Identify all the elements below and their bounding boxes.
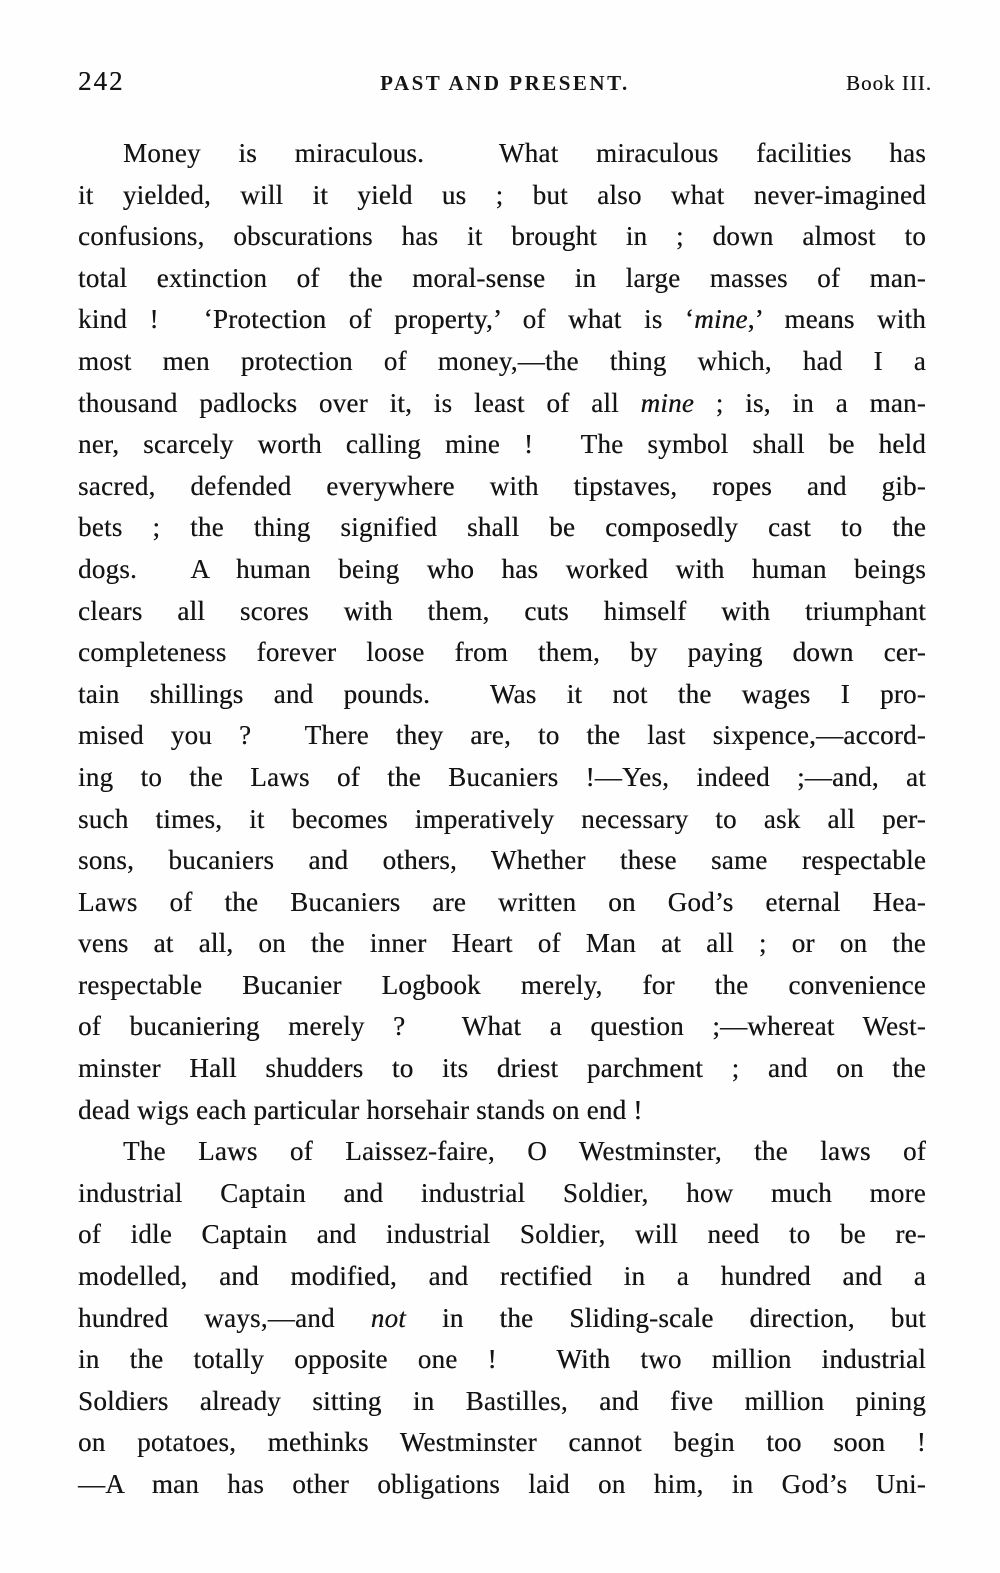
text-line: industrial Captain and industrial Soldier, how much more	[78, 1177, 926, 1208]
text-line: of bucaniering merely ? What a question ;—whereat West-	[78, 1011, 926, 1042]
text-line: tain shillings and pounds. Was it not the wages I pro-	[78, 678, 926, 709]
text-line: in the totally opposite one ! With two million industrial	[78, 1344, 926, 1375]
text-line: modelled, and modified, and rectified in a hundred and a	[78, 1261, 926, 1292]
text-line: sacred, defended everywhere with tipstaves, ropes and gib-	[78, 470, 926, 501]
text-line: —A man has other obligations laid on him, in God’s Uni-	[78, 1469, 926, 1499]
text-line	[78, 299, 926, 341]
text-segment: thousand padlocks over it, is least of all	[78, 387, 641, 418]
text-line: of idle Captain and industrial Soldier, will need to be re-	[78, 1219, 926, 1250]
text-line: such times, it becomes imperatively necessary to ask all per-	[78, 803, 926, 834]
italic-word: mine	[694, 304, 748, 335]
text-line: The Laws of Laissez-faire, O Westminster, the laws of	[123, 1136, 926, 1167]
text-line: on potatoes, methinks Westminster cannot begin too soon !	[78, 1427, 926, 1458]
page-header	[78, 66, 932, 97]
text-line: it yielded, will it yield us ; but also what never-imagined	[78, 179, 926, 210]
italic-word: mine	[640, 387, 695, 418]
page-body	[78, 133, 926, 1506]
book-label: Book III.	[846, 71, 932, 95]
text-line: dead wigs each particular horsehair stands on end !	[78, 1094, 643, 1125]
text-line: mised you ? There they are, to the last sixpence,—accord-	[78, 720, 926, 751]
text-line: dogs. A human being who has worked with human beings	[78, 553, 926, 584]
text-line: Soldiers already sitting in Bastilles, and five million pining	[78, 1385, 926, 1416]
page-number: 242	[78, 66, 125, 96]
text-line: Money is miraculous. What miraculous facilities has	[123, 138, 926, 168]
text-line: completeness forever loose from them, by paying down cer-	[78, 637, 926, 668]
text-segment: hundred ways,—and	[78, 1302, 371, 1333]
text-line: ing to the Laws of the Bucaniers !—Yes, indeed ;—and, at	[78, 761, 926, 792]
text-line: total extinction of the moral-sense in large masses of man-	[78, 262, 926, 293]
text-line: ner, scarcely worth calling mine ! The symbol shall be held	[78, 429, 926, 460]
text-line: sons, bucaniers and others, Whether these same respectable	[78, 845, 926, 876]
text-line: minster Hall shudders to its driest parchment ; and on the	[78, 1053, 926, 1084]
paragraph-2	[78, 1131, 926, 1505]
text-line	[78, 1298, 926, 1340]
text-line: most men protection of money,—the thing which, had I a	[78, 345, 926, 376]
text-segment: in the Sliding-scale direction, but	[406, 1302, 926, 1333]
text-line: clears all scores with them, cuts himself with triumphant	[78, 595, 926, 626]
text-segment: ,’ means with	[747, 304, 926, 335]
text-line	[78, 383, 926, 425]
text-line: respectable Bucanier Logbook merely, for the convenience	[78, 969, 926, 1000]
text-line: confusions, obscurations has it brought in ; down almost to	[78, 221, 926, 252]
italic-word: not	[370, 1302, 406, 1333]
text-line: Laws of the Bucaniers are written on God’s eternal Hea-	[78, 886, 926, 917]
running-title: PAST AND PRESENT.	[380, 71, 630, 95]
paragraph-1	[78, 133, 926, 1131]
text-segment: kind ! ‘Protection of property,’ of what is ‘	[78, 304, 695, 335]
text-segment: ; is, in a man-	[694, 387, 926, 418]
text-line: vens at all, on the inner Heart of Man at all ; or on the	[78, 928, 926, 959]
text-line: bets ; the thing signified shall be composedly cast to the	[78, 512, 926, 543]
